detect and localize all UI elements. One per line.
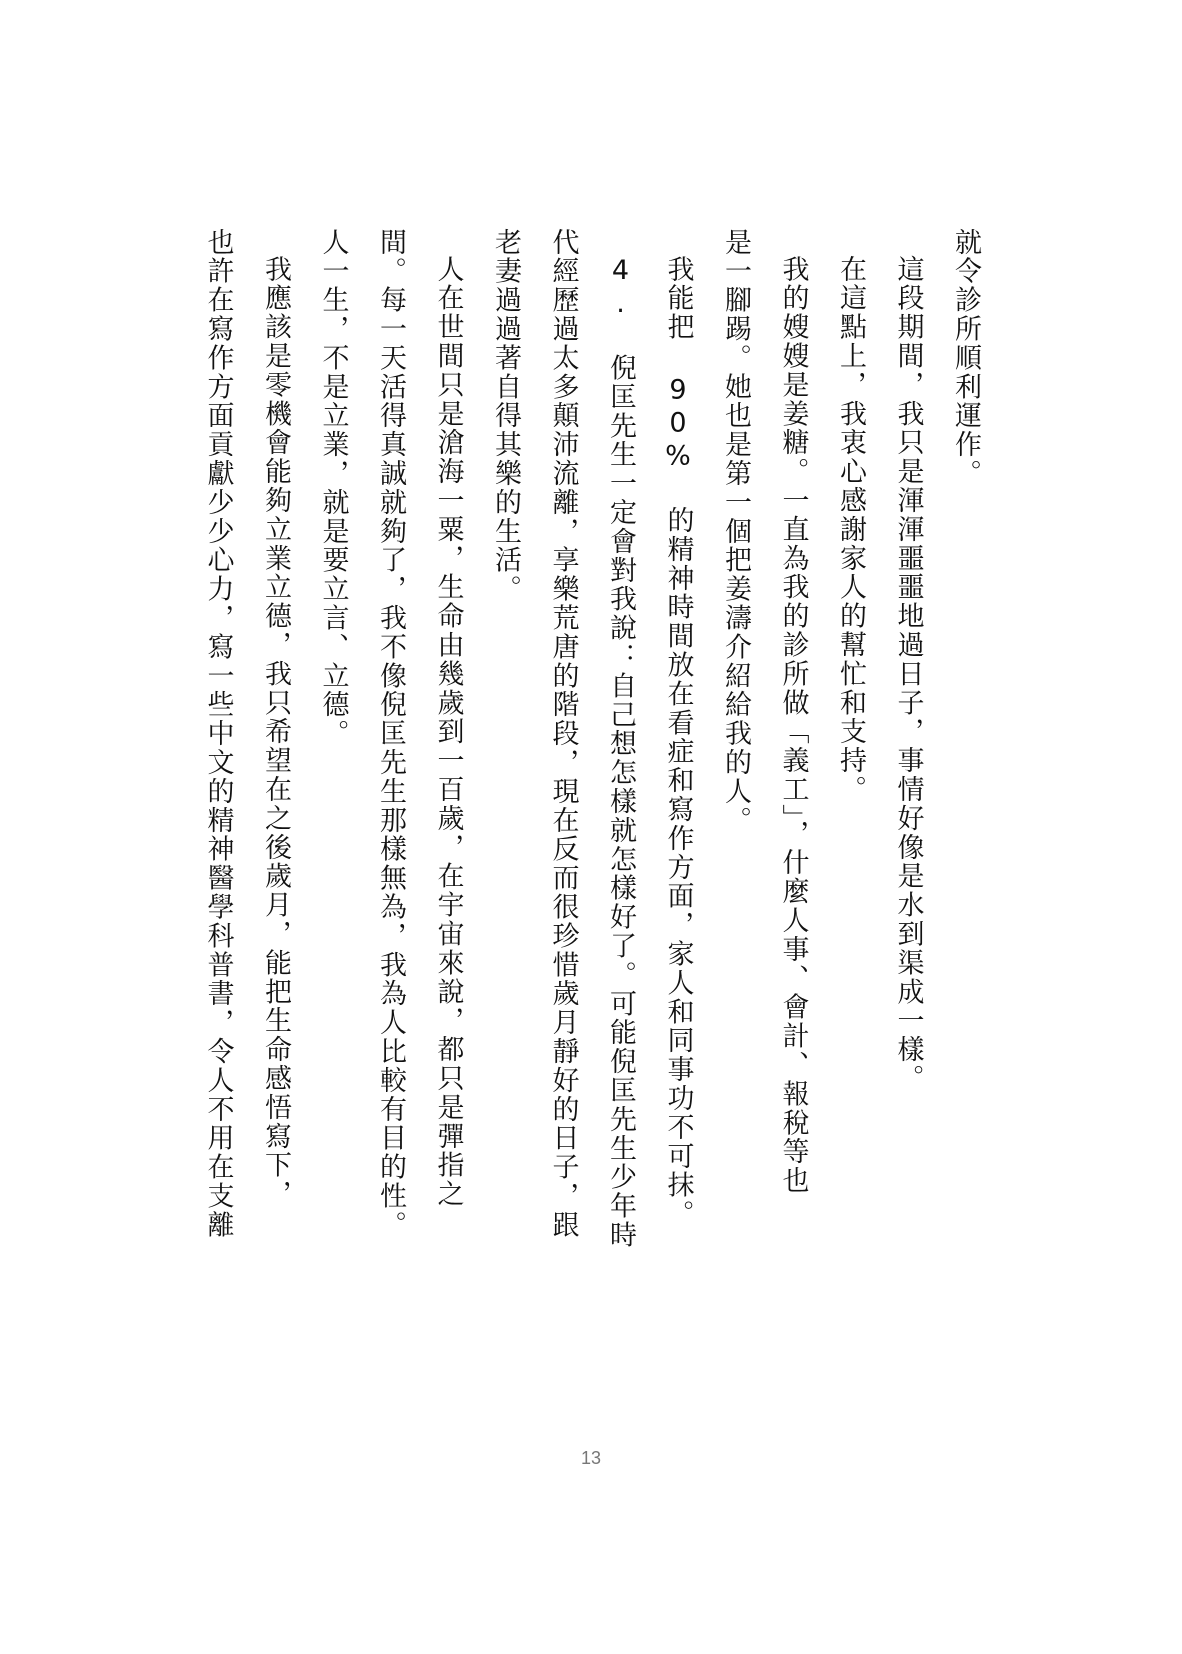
text-line-14: 也許在寫作方面貢獻少少心力，寫一些中文的精神醫學科普書，令人不用在支離 bbox=[202, 228, 234, 1240]
text-line-6: 我能把 90% 的精神時間放在看症和寫作方面，家人和同事功不可抹。 bbox=[662, 255, 694, 1229]
text-line-1: 就令診所順利運作。 bbox=[950, 228, 981, 489]
text-line-9: 老妻過過著自得其樂的生活。 bbox=[490, 228, 521, 604]
page-number: 13 bbox=[580, 1448, 602, 1468]
vertical-text-body bbox=[202, 228, 994, 1278]
text-line-8: 代經歷過太多顛沛流離，享樂荒唐的階段，現在反而很珍惜歲月靜好的日子，跟 bbox=[547, 228, 579, 1240]
text-line-7: 4. 倪匡先生一定會對我說：自己想怎樣就怎樣好了。可能倪匡先生少年時 bbox=[605, 255, 636, 1250]
text-line-5: 是一腳踢。她也是第一個把姜濤介紹給我的人。 bbox=[720, 228, 751, 835]
text-line-12: 人一生，不是立業，就是要立言、立德。 bbox=[317, 228, 349, 749]
text-line-13: 我應該是零機會能夠立業立德，我只希望在之後歲月，能把生命感悟寫下， bbox=[260, 255, 291, 1209]
text-line-3: 在這點上，我衷心感謝家人的幫忙和支持。 bbox=[835, 255, 866, 805]
text-line-11: 間。每一天活得真誠就夠了，我不像倪匡先生那樣無為，我為人比較有目的性。 bbox=[375, 228, 406, 1240]
text-line-10: 人在世間只是滄海一粟，生命由幾歲到一百歲，在宇宙來說，都只是彈指之 bbox=[432, 255, 464, 1209]
text-line-4: 我的嫂嫂是姜糖。一直為我的診所做「義工」，什麼人事、會計、報稅等也 bbox=[777, 255, 809, 1196]
text-line-2: 這段期間，我只是渾渾噩噩地過日子，事情好像是水到渠成一樣。 bbox=[892, 255, 924, 1094]
